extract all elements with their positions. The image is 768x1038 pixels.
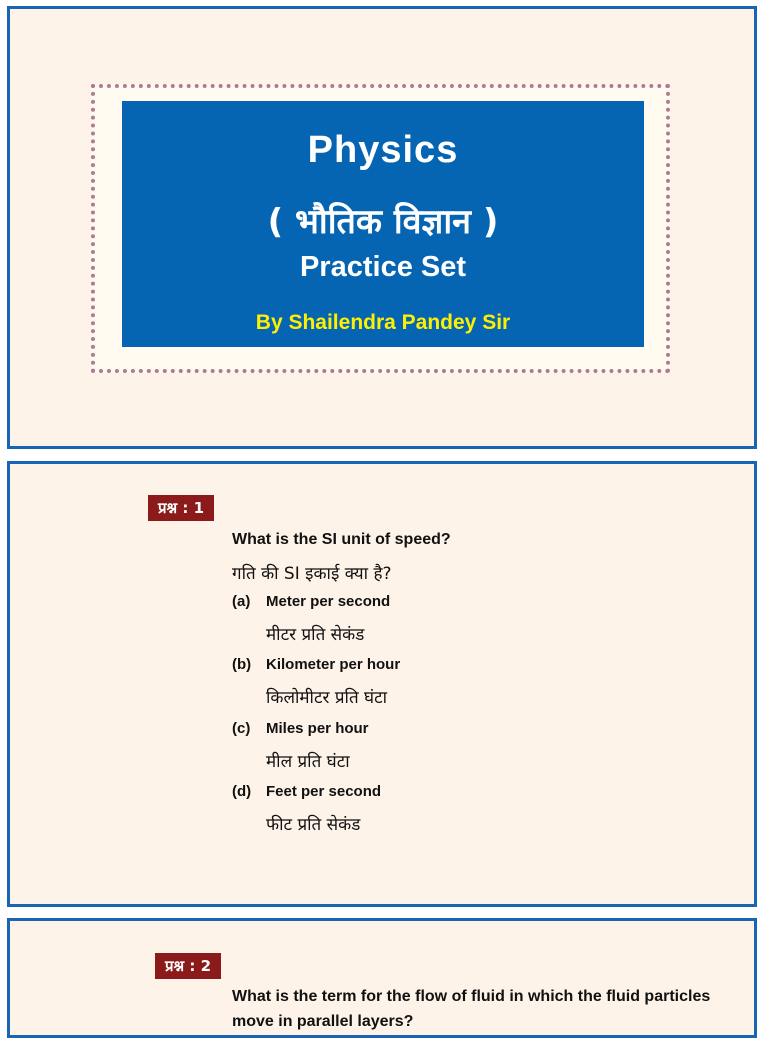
- option-text-en: Meter per second: [266, 593, 391, 610]
- option-c: [232, 720, 369, 737]
- question-text-en-line1: What is the term for the flow of fluid in which the fluid particles: [232, 988, 711, 1005]
- option-letter: (a): [232, 593, 251, 610]
- option-letter: (d): [232, 783, 252, 800]
- question-badge: प्रश्न : 2: [155, 953, 221, 979]
- question-slide-1: [7, 461, 757, 907]
- option-d-hi: फीट प्रति सेकंड: [266, 815, 361, 835]
- title: Physics: [307, 129, 459, 171]
- option-letter: (b): [232, 656, 252, 673]
- option-a-hi: मीटर प्रति सेकंड: [266, 625, 365, 645]
- question-text-en-line2: move in parallel layers?: [232, 1013, 414, 1030]
- option-d: [232, 783, 381, 800]
- option-b: [232, 656, 400, 673]
- question-slide-2: [7, 918, 757, 1038]
- author: By Shailendra Pandey Sir: [255, 311, 511, 334]
- subtitle-hindi: ( भौतिक विज्ञान ): [267, 202, 499, 242]
- option-text-en: Miles per hour: [266, 720, 369, 737]
- option-b-hi: किलोमीटर प्रति घंटा: [266, 688, 388, 708]
- option-letter: (c): [232, 720, 251, 737]
- title-box: [122, 101, 644, 347]
- option-c-hi: मील प्रति घंटा: [266, 752, 350, 772]
- set-label: Practice Set: [299, 251, 467, 283]
- question-text-hi: गति की SI इकाई क्या है?: [232, 564, 392, 584]
- question-text-en: What is the SI unit of speed?: [232, 531, 451, 548]
- option-text-en: Kilometer per hour: [266, 656, 401, 673]
- option-text-en: Feet per second: [266, 783, 382, 800]
- title-slide: [7, 6, 757, 449]
- question-badge: प्रश्न : 1: [148, 495, 214, 521]
- option-a: [232, 593, 390, 610]
